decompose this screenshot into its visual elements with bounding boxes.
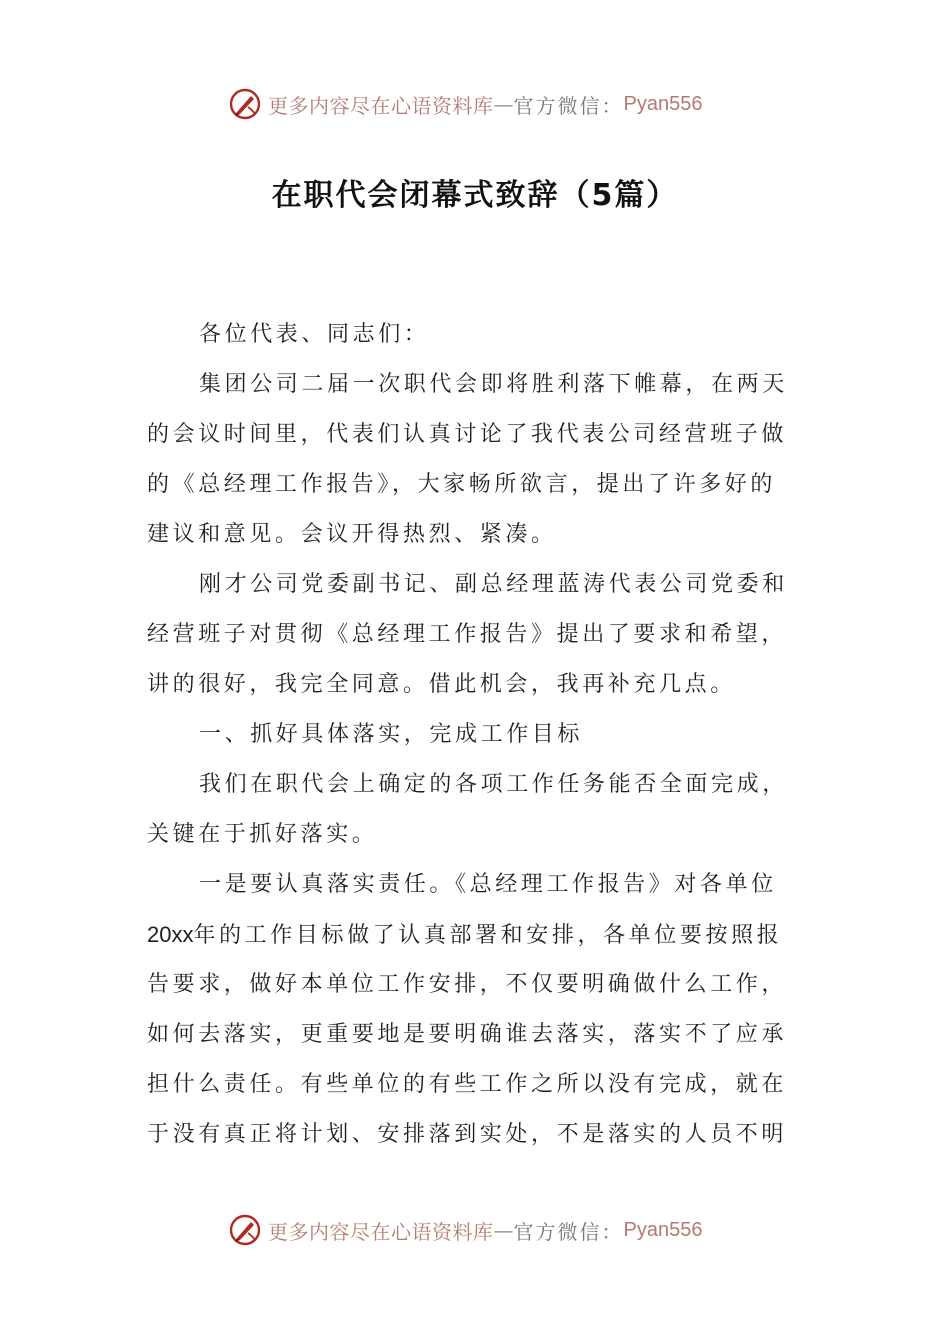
banner-text: 更多内容尽在心语资料库	[268, 93, 494, 118]
paragraph-line: 讲的很好，我完全同意。借此机会，我再补充几点。	[147, 672, 736, 697]
document-body	[147, 310, 807, 1160]
section-heading: 一、抓好具体落实，完成工作目标	[199, 722, 584, 747]
year-text: 20xx	[147, 922, 194, 947]
pen-logo-icon	[228, 87, 262, 121]
paragraph-line: 于没有真正将计划、安排落到实处，不是落实的人员不明	[147, 1122, 788, 1147]
paragraph-line: 如何去落实，更重要地是要明确谁去落实，落实不了应承	[147, 1022, 788, 1047]
banner-separator: —	[493, 1218, 514, 1242]
paragraph-line: 的会议时间里，代表们认真讨论了我代表公司经营班子做	[147, 422, 788, 447]
paragraph-line: 的《总经理工作报告》，大家畅所欲言，提出了许多好的	[147, 472, 777, 497]
footer-banner	[228, 1212, 702, 1248]
banner-wechat-label: 官方微信：	[513, 1219, 624, 1244]
paragraph-line: 关键在于抓好落实。	[147, 822, 378, 847]
salutation-line: 各位代表、同志们：	[199, 322, 430, 347]
paragraph-line	[147, 910, 807, 960]
header-banner	[228, 86, 702, 122]
pen-logo-icon	[228, 1213, 262, 1247]
paragraph-line: 一是要认真落实责任。《总经理工作报告》对各单位	[199, 872, 777, 897]
paragraph-line: 告要求，做好本单位工作安排，不仅要明确做什么工作，	[147, 972, 788, 997]
banner-wechat-id: Pyan556	[623, 1218, 703, 1241]
paragraph-line: 建议和意见。会议开得热烈、紧凑。	[147, 522, 557, 547]
paragraph-line: 刚才公司党委副书记、副总经理蓝涛代表公司党委和	[199, 572, 788, 597]
paragraph-line: 集团公司二届一次职代会即将胜利落下帷幕，在两天	[199, 372, 788, 397]
paragraph-line: 经营班子对贯彻《总经理工作报告》提出了要求和希望，	[147, 622, 788, 647]
banner-wechat-id: Pyan556	[623, 92, 703, 115]
banner-wechat-label: 官方微信：	[513, 93, 624, 118]
paragraph-line-rest: 年的工作目标做了认真部署和安排，各单位要按照报	[193, 923, 783, 948]
paragraph-line: 担什么责任。有些单位的有些工作之所以没有完成，就在	[147, 1072, 788, 1097]
document-title: 在职代会闭幕式致辞（5篇）	[271, 178, 679, 213]
banner-separator: —	[493, 92, 514, 116]
paragraph-line: 我们在职代会上确定的各项工作任务能否全面完成，	[199, 772, 788, 797]
banner-text: 更多内容尽在心语资料库	[268, 1219, 494, 1244]
